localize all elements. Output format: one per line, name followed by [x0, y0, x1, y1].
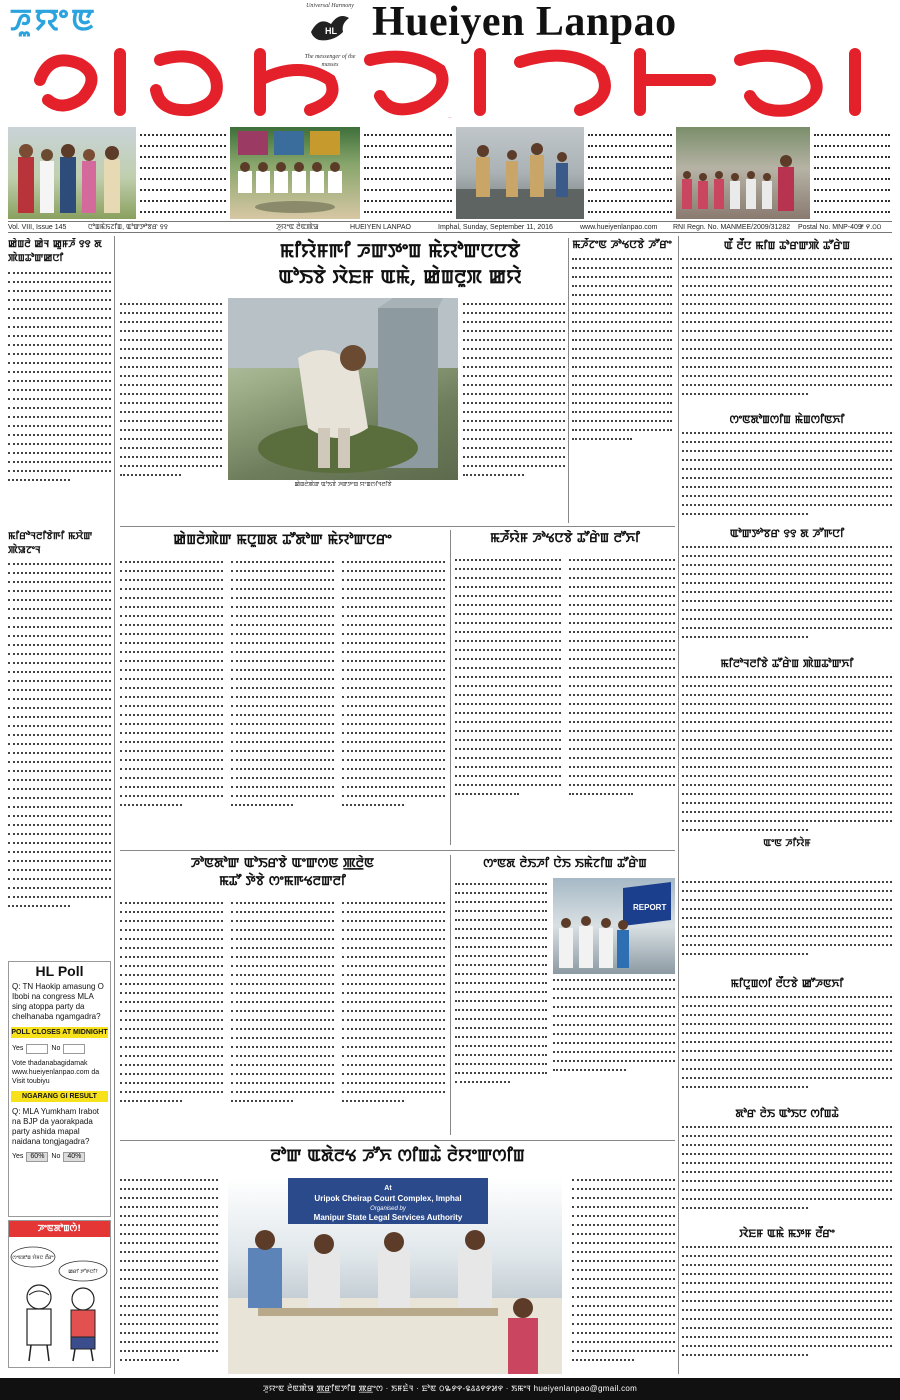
article-right-col-8-headline: ꯋꯥꯐꯝ ꯑꯃꯥ ꯃꯇꯝ ꯂꯩꯔꯦ	[739, 1227, 835, 1240]
article-right-col-1[interactable]	[682, 238, 892, 408]
poll-result-no-label: No	[51, 1153, 61, 1160]
article-right-col-3-headline: ꯑꯣꯛꯇꯣꯕꯔ ꯱꯱ ꯗ ꯍꯧꯒꯅꯤ	[729, 527, 845, 540]
banner-organised-by: Organised by	[370, 1206, 406, 1212]
article-right-col-7-headline: ꯗꯣꯔ ꯂꯥꯏ ꯑꯣꯏꯅ ꯁꯤꯡꯊꯥ	[735, 1107, 839, 1120]
strip-caption-1	[138, 127, 228, 219]
rni-number: RNI Regn. No. MANMEE/2009/31282	[673, 224, 791, 231]
masthead-script-title: ꯍꯨꯌꯦꯟ	[10, 3, 98, 38]
article-right-top[interactable]	[572, 238, 672, 523]
rally-photo[interactable]	[553, 878, 675, 974]
poll-vote-options	[9, 1041, 110, 1057]
lead-headline-line1: ꯃꯤꯌꯥꯝꯒꯤ ꯍꯛꯇꯦꯡ ꯃꯥꯌꯣꯛꯅꯅꯕꯥ	[279, 240, 521, 262]
strip-photo-1[interactable]	[8, 127, 136, 219]
lead-story-col1[interactable]	[120, 298, 222, 518]
article-right-col-2-headline: ꯁꯦꯟꯗꯣꯡꯁꯤꯡ ꯃꯥꯡꯁꯤꯟꯈꯤ	[729, 413, 845, 426]
strip-photo-3-police	[456, 127, 584, 219]
cartoon-box[interactable]	[8, 1220, 111, 1368]
article-right-col-5[interactable]	[682, 876, 892, 974]
article-left-2-headline: ꯃꯤꯔꯣꯜꯂꯤꯕꯥꯒꯤ ꯃꯆꯥꯛ ꯄꯥꯎꯖꯦꯜ	[8, 531, 93, 556]
poll-vote-instructions: Vote thadanabagidamak www.hueiyenlanpao.com da Visit toubiyu	[12, 1060, 100, 1085]
lead-photo-caption: ꯀꯥꯡꯂꯥꯄꯥꯛ ꯑꯣꯏꯕꯥ ꯍꯛꯇꯦꯡ ꯌꯦꯡꯁꯤꯜꯂꯤꯕꯥ	[294, 482, 392, 488]
article-center-2[interactable]	[120, 530, 445, 845]
logo-emblem-text: HL	[325, 26, 337, 36]
poll-yes-checkbox[interactable]	[26, 1044, 48, 1054]
cartoon-speech-2: ꯀꯔꯤ ꯇꯧꯒꯅꯤ?	[68, 1269, 98, 1275]
cartoon-title: ꯍꯦꯟꯗꯣꯡꯁꯥ!	[9, 1221, 110, 1237]
strip-caption-2	[362, 127, 454, 219]
article-center-3-headline-line1: ꯍꯣꯟꯗꯣꯛ ꯑꯣꯏꯔꯕꯥ ꯑꯦꯛꯁꯟ ꯄ꯭ꯂꯥꯟ	[190, 856, 375, 871]
article-right-col-4[interactable]	[682, 656, 892, 872]
place-date: Imphal, Sunday, September 11, 2016	[438, 224, 553, 231]
article-right-col-5-headline: ꯑꯦꯟ ꯍꯤꯌꯥꯝ	[763, 838, 811, 849]
article-bottom-center-headline: ꯂꯣꯛ ꯑꯗꯥꯂꯠ ꯍꯧꯈ ꯁꯤꯡꯊꯥ ꯂꯥꯌꯦꯛꯁꯤꯡ	[270, 1146, 525, 1166]
top-photo-strip	[8, 127, 892, 219]
article-left-2[interactable]	[8, 530, 111, 956]
article-center-3[interactable]	[120, 855, 445, 1135]
website-link[interactable]: www.hueiyenlanpao.com	[580, 224, 658, 231]
article-center-3-headline-line2: ꯃꯊꯧ ꯇꯥꯕꯥ ꯁꯦꯃꯒꯠꯂꯛꯂꯤ	[219, 874, 346, 889]
article-right-3[interactable]	[455, 855, 675, 1135]
article-right-2[interactable]	[455, 530, 675, 845]
lead-photo-scene	[228, 298, 458, 480]
rally-photo-scene	[553, 878, 675, 974]
strip-photo-1-people	[8, 127, 136, 219]
poll-result-banner: NGARANG GI RESULT	[11, 1091, 108, 1102]
article-right-col-2[interactable]	[682, 412, 892, 524]
strip-caption-4	[812, 127, 892, 219]
strip-photo-4-crowd	[676, 127, 810, 219]
big-script-title-text: ꯂꯥꯟꯄꯥꯎ	[448, 118, 452, 119]
legal-aid-photo[interactable]	[228, 1178, 562, 1374]
script-masthead-small: ꯍꯨꯌꯦꯟ ꯂꯥꯟꯄꯥꯎ	[276, 224, 319, 231]
poll-question-previous: Q: MLA Yumkham Irabot na BJP da yaorakpada party ashida mapal naidana tongjagadra?	[12, 1107, 100, 1146]
article-right-col-6[interactable]	[682, 976, 892, 1104]
lead-headline-line2: ꯑꯣꯏꯕꯥ ꯋꯥꯐꯝ ꯑꯃꯥ, ꯀꯥꯡꯂꯨꯞ ꯀꯌꯥ	[278, 266, 522, 288]
poll-results-row	[9, 1149, 110, 1165]
legal-aid-photo-scene	[228, 1178, 562, 1374]
article-center-2-headline: ꯀꯥꯡꯂꯥꯄꯥꯛ ꯃꯅꯨꯡꯗ ꯊꯧꯗꯣꯛ ꯃꯥꯌꯣꯛꯅꯔꯦ	[173, 532, 392, 548]
strip-photo-3[interactable]	[456, 127, 584, 219]
article-right-col-4-headline: ꯃꯤꯂꯣꯜꯂꯤꯕꯥ ꯊꯧꯔꯥꯡ ꯄꯥꯡꯊꯣꯛꯈꯤ	[720, 657, 854, 670]
article-right-col-8[interactable]	[682, 1226, 892, 1376]
article-right-top-headline: ꯃꯍꯩꯖꯦꯟ ꯍꯣꯠꯅꯕꯥ ꯍꯧꯔꯦ	[572, 238, 672, 251]
hl-poll[interactable]	[8, 961, 111, 1217]
poll-result-no-value: 40%	[63, 1152, 85, 1162]
strip-photo-2-group	[230, 127, 360, 219]
lead-photo[interactable]	[228, 298, 458, 480]
article-right-3-headline: ꯁꯦꯟꯗ ꯂꯥꯏꯍꯤ ꯅꯥꯏ ꯏꯃꯥꯖꯤꯡ ꯊꯧꯔꯥꯡ	[483, 856, 647, 870]
issue-info-bar	[8, 221, 892, 233]
poll-no-label: No	[51, 1045, 61, 1052]
poll-question-current: Q: TN Haokip amasung O Ibobi na congress MLA sing atoppa party da chelhanaba ngamgadra?	[12, 982, 104, 1021]
article-center-3-headline	[120, 855, 445, 891]
article-left-1-headline: ꯀꯥꯡꯂꯥ ꯀꯥꯜ ꯀꯨꯝꯍꯩ ꯱꯱ ꯗ ꯄꯥꯡꯊꯣꯛꯀꯅꯤ	[8, 239, 102, 264]
logo-tagline-bottom: The messenger of the masses	[304, 54, 356, 68]
volume-issue: Vol. VIII, Issue 145	[8, 224, 67, 231]
masthead	[0, 0, 900, 125]
strip-caption-3	[586, 127, 674, 219]
poll-closes-banner: POLL CLOSES AT MIDNIGHT	[11, 1029, 108, 1036]
banner-at: At	[384, 1185, 392, 1192]
article-right-2-headline: ꯃꯍꯩꯌꯥꯝ ꯍꯣꯠꯅꯕꯥ ꯊꯧꯔꯥꯡ ꯂꯧꯈꯤ	[490, 531, 640, 546]
poll-yes-label: Yes	[12, 1045, 24, 1052]
poll-result-yes-label: Yes	[12, 1153, 24, 1160]
script-date: ꯅꯣꯡꯃꯥꯏꯖꯤꯡ, ꯑꯣꯛꯇꯣꯕꯔ ꯱꯱	[88, 224, 168, 231]
price: ₹ ꯵.꯰꯰	[860, 224, 882, 231]
english-title: Hueiyen Lanpao	[372, 0, 677, 45]
article-bottom-center[interactable]	[120, 1144, 675, 1376]
footer-imprint: ꯍꯨꯌꯦꯟ ꯂꯥꯟꯄꯥꯎ ꯄ꯭ꯔꯤꯟꯇꯤꯡ ꯄ꯭ꯔꯦꯁ · ꯏꯝꯐꯥꯜ · ꯐꯣꯟ ꯰꯳꯸꯵-꯲꯴꯴꯵꯸꯷꯵ · ꯏꯃꯦꯜ hueiyenlanpao@gmail.com	[0, 1378, 900, 1400]
poll-title: HL Poll	[35, 963, 84, 979]
postal-number: Postal No. MNP-409	[798, 224, 862, 231]
poll-result-yes-value: 60%	[26, 1152, 48, 1162]
banner-venue: Uripok Cheirap Court Complex, Imphal	[314, 1194, 462, 1203]
article-left-1[interactable]	[8, 238, 111, 528]
logo-tagline-top: Universal Harmony	[306, 3, 354, 9]
banner-organiser: Manipur State Legal Services Authority	[313, 1213, 463, 1222]
rally-flag-text: REPORT	[633, 903, 667, 912]
lead-story-col3[interactable]	[463, 298, 565, 518]
article-right-col-3[interactable]	[682, 526, 892, 652]
poll-no-checkbox[interactable]	[63, 1044, 85, 1054]
article-right-col-1-headline: ꯑꯩ ꯂꯩꯅ ꯃꯤꯡ ꯊꯣꯔꯛꯄꯥ ꯊꯧꯔꯥꯡ	[723, 239, 851, 252]
paper-name: HUEIYEN LANPAO	[350, 224, 411, 231]
masthead-big-script	[10, 40, 890, 120]
article-right-col-7[interactable]	[682, 1106, 892, 1224]
strip-photo-4[interactable]	[676, 127, 810, 219]
cartoon-illustration	[9, 1237, 110, 1367]
cartoon-speech-1: ꯁꯦꯟꯗꯣꯡ ꯌꯥꯝꯅ ꯂꯩꯔꯦ	[12, 1255, 54, 1261]
article-right-col-6-headline: ꯃꯤꯅꯨꯡꯁꯤ ꯂꯩꯅꯕꯥ ꯀꯧꯍꯟꯈꯤ	[730, 977, 844, 990]
strip-photo-2[interactable]	[230, 127, 360, 219]
